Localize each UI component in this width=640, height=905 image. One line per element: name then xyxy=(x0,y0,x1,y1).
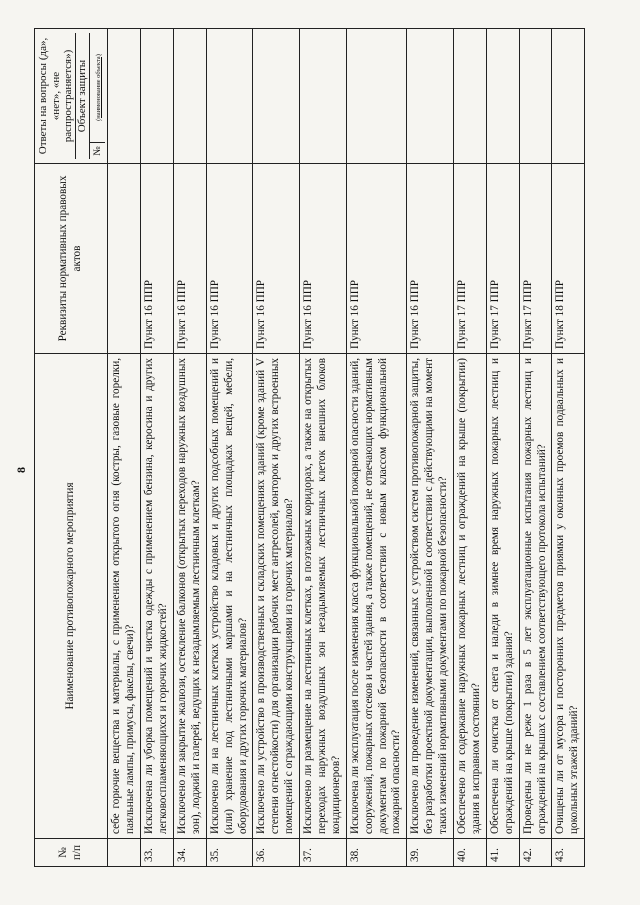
row-answer xyxy=(346,29,407,164)
table-row xyxy=(519,29,552,867)
row-reference: Пункт 17 ППР xyxy=(486,164,519,354)
row-text: Исключена ли эксплуатация после изменения класса функциональной пожарной опасности зданий, сооружений, пожарных отсеков и частей здания, а также помещений, не отвечающих нормативным документам по пожарной безопасности в соответствии с новым классом функциональной пожарной опасности? xyxy=(346,354,407,839)
row-text: Очищены ли от мусора и посторонних предметов приямки у оконных проемов подвальных и цокольных этажей зданий? xyxy=(552,354,585,839)
row-number: 35. xyxy=(206,839,253,867)
table-row xyxy=(253,29,300,867)
row-number: 37. xyxy=(300,839,347,867)
row-reference xyxy=(108,164,141,354)
row-number: 43. xyxy=(552,839,585,867)
row-number: 34. xyxy=(174,839,207,867)
row-answer xyxy=(300,29,347,164)
row-answer xyxy=(519,29,552,164)
row-text: Исключено ли проведение изменений, связанных с устройством систем противопожарной защиты, без разработки проектной документации, выполненной в соответствии с действующими на момент таких изменений нормативными документами по пожарной безопасности? xyxy=(407,354,454,839)
row-text: Исключено ли устройство в производственных и складских помещениях зданий (кроме зданий V степени огнестойкости) для организации рабочих мест антресолей, конторок и других встроенных помещений с ограждающими конструкциями из горючих материалов? xyxy=(253,354,300,839)
row-answer xyxy=(253,29,300,164)
row-number: 41. xyxy=(486,839,519,867)
row-text: Исключено ли закрытие жалюзи, остекление балконов (открытых переходов наружных воздушных зон), лоджий и галерей, ведущих к незадымляемым лестничным клеткам? xyxy=(174,354,207,839)
header-row xyxy=(35,29,108,867)
table-row xyxy=(108,29,141,867)
row-reference: Пункт 17 ППР xyxy=(519,164,552,354)
table-row xyxy=(346,29,407,867)
header-num: № п/п xyxy=(35,839,108,867)
row-answer xyxy=(552,29,585,164)
header-answers-title: Ответы на вопросы (да», «нет», «не распространяется») xyxy=(37,37,75,155)
header-object-no: № xyxy=(90,142,106,159)
table-row xyxy=(174,29,207,867)
row-text: Исключена ли уборка помещений и чистка одежды с применением бензина, керосина и других легковоспламеняющихся и горючих жидкостей? xyxy=(141,354,174,839)
header-rekv: Реквизиты нормативных правовых актов xyxy=(35,164,108,354)
table-row xyxy=(206,29,253,867)
table-row xyxy=(141,29,174,867)
table-row xyxy=(407,29,454,867)
row-answer xyxy=(108,29,141,164)
row-number xyxy=(108,839,141,867)
row-number: 40. xyxy=(454,839,487,867)
header-name: Наименование противопожарного мероприятия xyxy=(35,354,108,839)
page-number: 8 xyxy=(14,467,28,473)
row-answer xyxy=(407,29,454,164)
row-text: Обеспечено ли содержание наружных пожарных лестниц и ограждений на крыше (покрытии) здания в исправном состоянии? xyxy=(454,354,487,839)
table-row xyxy=(552,29,585,867)
row-answer xyxy=(206,29,253,164)
row-answer xyxy=(174,29,207,164)
row-number: 33. xyxy=(141,839,174,867)
row-reference: Пункт 16 ППР xyxy=(300,164,347,354)
row-answer xyxy=(454,29,487,164)
row-text: Исключено ли размещение на лестничных клетках, в поэтажных коридорах, а также на открытых переходах наружных воздушных зон незадымляемых лестничных клеток внешних блоков кондиционеров? xyxy=(300,354,347,839)
row-reference: Пункт 16 ППР xyxy=(141,164,174,354)
row-answer xyxy=(486,29,519,164)
header-object-name: (наименование объекта) xyxy=(94,54,102,121)
row-reference: Пункт 16 ППР xyxy=(206,164,253,354)
table-row xyxy=(486,29,519,867)
table-row xyxy=(300,29,347,867)
row-number: 36. xyxy=(253,839,300,867)
row-reference: Пункт 16 ППР xyxy=(174,164,207,354)
row-text: себе горючие вещества и материалы, с применением открытого огня (костры, газовые горелки, паяльные лампы, примусы, факелы, свечи)? xyxy=(108,354,141,839)
row-number: 38. xyxy=(346,839,407,867)
row-text: Обеспечена ли очистка от снега и наледи в зимнее время наружных пожарных лестниц и ограждений на крыше (покрытии) здания? xyxy=(486,354,519,839)
header-object-title: Объект защиты xyxy=(75,33,89,159)
row-reference: Пункт 17 ППР xyxy=(454,164,487,354)
row-reference: Пункт 18 ППР xyxy=(552,164,585,354)
row-reference: Пункт 16 ППР xyxy=(253,164,300,354)
header-object-sub xyxy=(89,33,106,159)
row-number: 42. xyxy=(519,839,552,867)
checklist-table xyxy=(34,28,585,867)
row-reference: Пункт 16 ППР xyxy=(407,164,454,354)
header-answers xyxy=(35,29,108,164)
row-answer xyxy=(141,29,174,164)
table-row xyxy=(454,29,487,867)
row-number: 39. xyxy=(407,839,454,867)
row-reference: Пункт 16 ППР xyxy=(346,164,407,354)
row-text: Проведены ли не реже 1 раза в 5 лет эксплуатационные испытания пожарных лестниц и ограждений на крышах с составлением соответствующего протокола испытаний? xyxy=(519,354,552,839)
row-text: Исключено ли на лестничных клетках устройство кладовых и других подсобных помещений и (или) хранение под лестничными маршами и на лестничных площадках вещей, мебели, оборудования и других горючих материалов? xyxy=(206,354,253,839)
